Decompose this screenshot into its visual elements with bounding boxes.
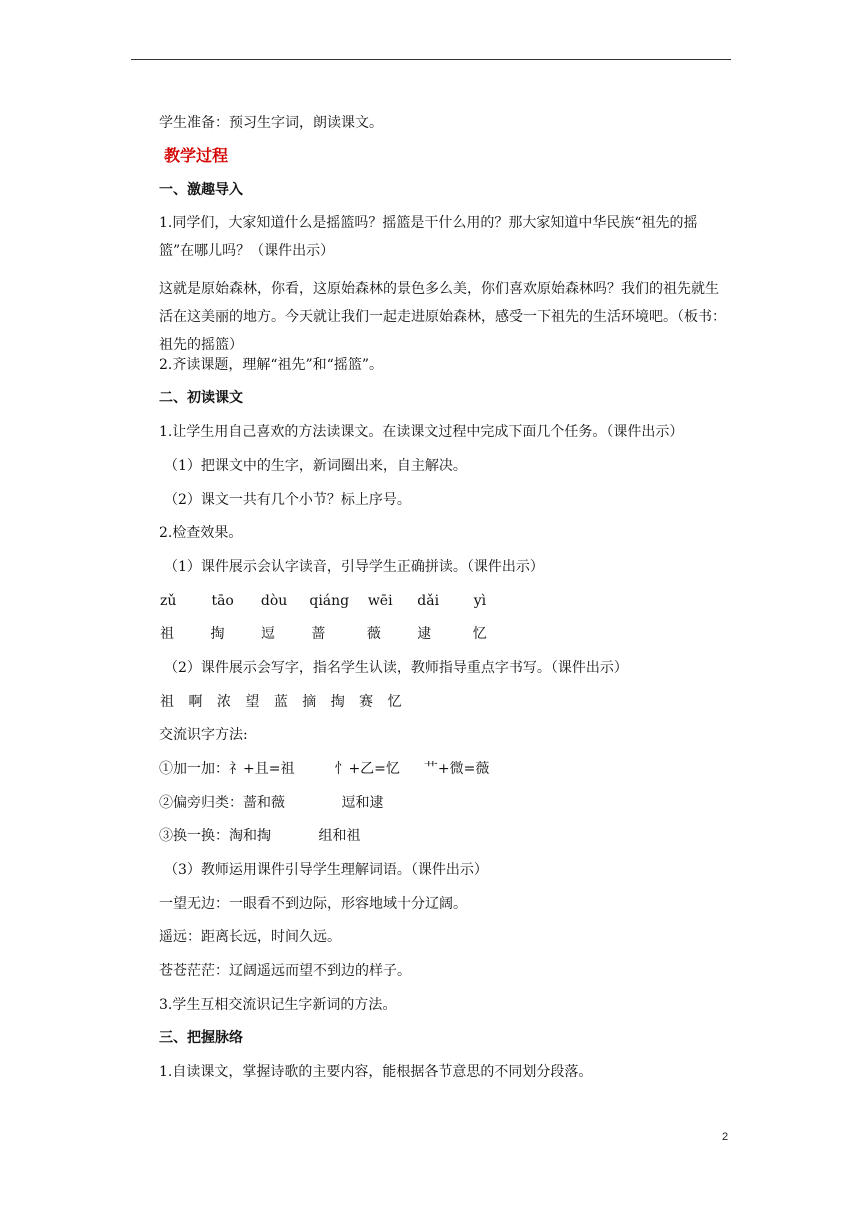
char-item: 忆: [472, 626, 487, 642]
char-item: 祖: [160, 626, 174, 642]
pinyin-row: [160, 591, 760, 611]
pinyin-item: dǎi: [417, 593, 440, 609]
char-item: 浓: [216, 694, 231, 710]
task-2: （2）课文一共有几个小节？标上序号。: [164, 492, 411, 508]
char-item: 掏: [330, 694, 345, 710]
char-item: 薇: [366, 626, 381, 642]
paragraph-4: 1.让学生用自己喜欢的方法读课文。在读课文过程中完成下面几个任务。（课件出示）: [159, 424, 684, 440]
method-add: [131, 759, 731, 779]
method-radical-2: 逗和逮: [341, 795, 384, 811]
heading-intro: 一、激趣导入: [159, 182, 243, 198]
method-swap: [131, 826, 731, 846]
paragraph-3: 2.齐读课题，理解“祖先”和“摇篮”。: [159, 357, 383, 373]
vocab-2: 遥远：距离长远，时间久远。: [159, 929, 341, 945]
chars-row-1: [160, 624, 760, 644]
char-item: 忆: [387, 694, 402, 710]
header-rule: [131, 59, 731, 60]
paragraph-method-title: 交流识字方法:: [159, 727, 248, 743]
paragraph-self-read: 1.自读课文，掌握诗歌的主要内容，能根据各节意思的不同划分段落。: [159, 1064, 593, 1080]
method-swap-1: ③换一换：淘和掏: [159, 828, 271, 844]
char-item: 望: [245, 694, 260, 710]
heading-structure: 三、把握脉络: [159, 1030, 243, 1046]
paragraph-exchange: 3.学生互相交流识记生字新词的方法。: [159, 997, 397, 1013]
method-add-3: 艹+微=薇: [423, 761, 490, 777]
chars-row-2: [160, 692, 760, 712]
paragraph-1: 1.同学们，大家知道什么是摇篮吗？摇篮是干什么用的？那大家知道中华民族“祖先的摇篮”在哪儿吗？（课件出示）: [159, 215, 698, 259]
char-item: 啊: [188, 694, 203, 710]
char-item: 祖: [160, 694, 174, 710]
method-radical-1: ②偏旁归类：蔷和薇: [159, 795, 285, 811]
pinyin-item: qiáng: [309, 593, 350, 609]
vocab-1: 一望无边：一眼看不到边际，形容地域十分辽阔。: [159, 896, 467, 912]
method-add-2: 忄+乙=忆: [334, 761, 400, 777]
char-item: 逗: [260, 626, 275, 642]
paragraph-2: 这就是原始森林，你看，这原始森林的景色多么美，你们喜欢原始森林吗？我们的祖先就生活在这美丽的地方。今天就让我们一起走进原始森林，感受一下祖先的生活环境吧。（板书：祖先的摇篮）: [159, 281, 726, 353]
paragraph-reading-chars: （1）课件展示会认字读音，引导学生正确拼读。（课件出示）: [164, 559, 544, 575]
heading-first-reading: 二、初读课文: [159, 390, 243, 406]
pinyin-item: zǔ: [160, 593, 177, 609]
pinyin-item: dòu: [260, 593, 288, 609]
paragraph-prep: 学生准备：预习生字词，朗读课文。: [159, 115, 383, 131]
pinyin-item: yì: [473, 593, 487, 609]
paragraph-vocab-intro: （3）教师运用课件引导学生理解词语。（课件出示）: [164, 862, 488, 878]
char-item: 赛: [359, 694, 374, 710]
char-item: 摘: [302, 694, 317, 710]
char-item: 蔷: [311, 626, 326, 642]
page-number: 2: [722, 1131, 729, 1143]
vocab-3: 苍苍茫茫：辽阔遥远而望不到边的样子。: [159, 963, 411, 979]
char-item: 蓝: [273, 694, 288, 710]
method-add-1: ①加一加：礻+且=祖: [159, 761, 295, 777]
method-swap-2: 组和祖: [318, 828, 361, 844]
char-item: 逮: [417, 626, 432, 642]
paragraph-writing-chars: （2）课件展示会写字，指名学生认读，教师指导重点字书写。（课件出示）: [164, 660, 628, 676]
task-1: （1）把课文中的生字，新词圈出来，自主解决。: [164, 458, 467, 474]
pinyin-item: tāo: [211, 593, 234, 609]
method-radical: [131, 793, 731, 813]
section-title-process: 教学过程: [164, 146, 229, 165]
char-item: 掏: [210, 626, 225, 642]
pinyin-item: wēi: [367, 593, 393, 609]
paragraph-check: 2.检查效果。: [159, 525, 243, 541]
